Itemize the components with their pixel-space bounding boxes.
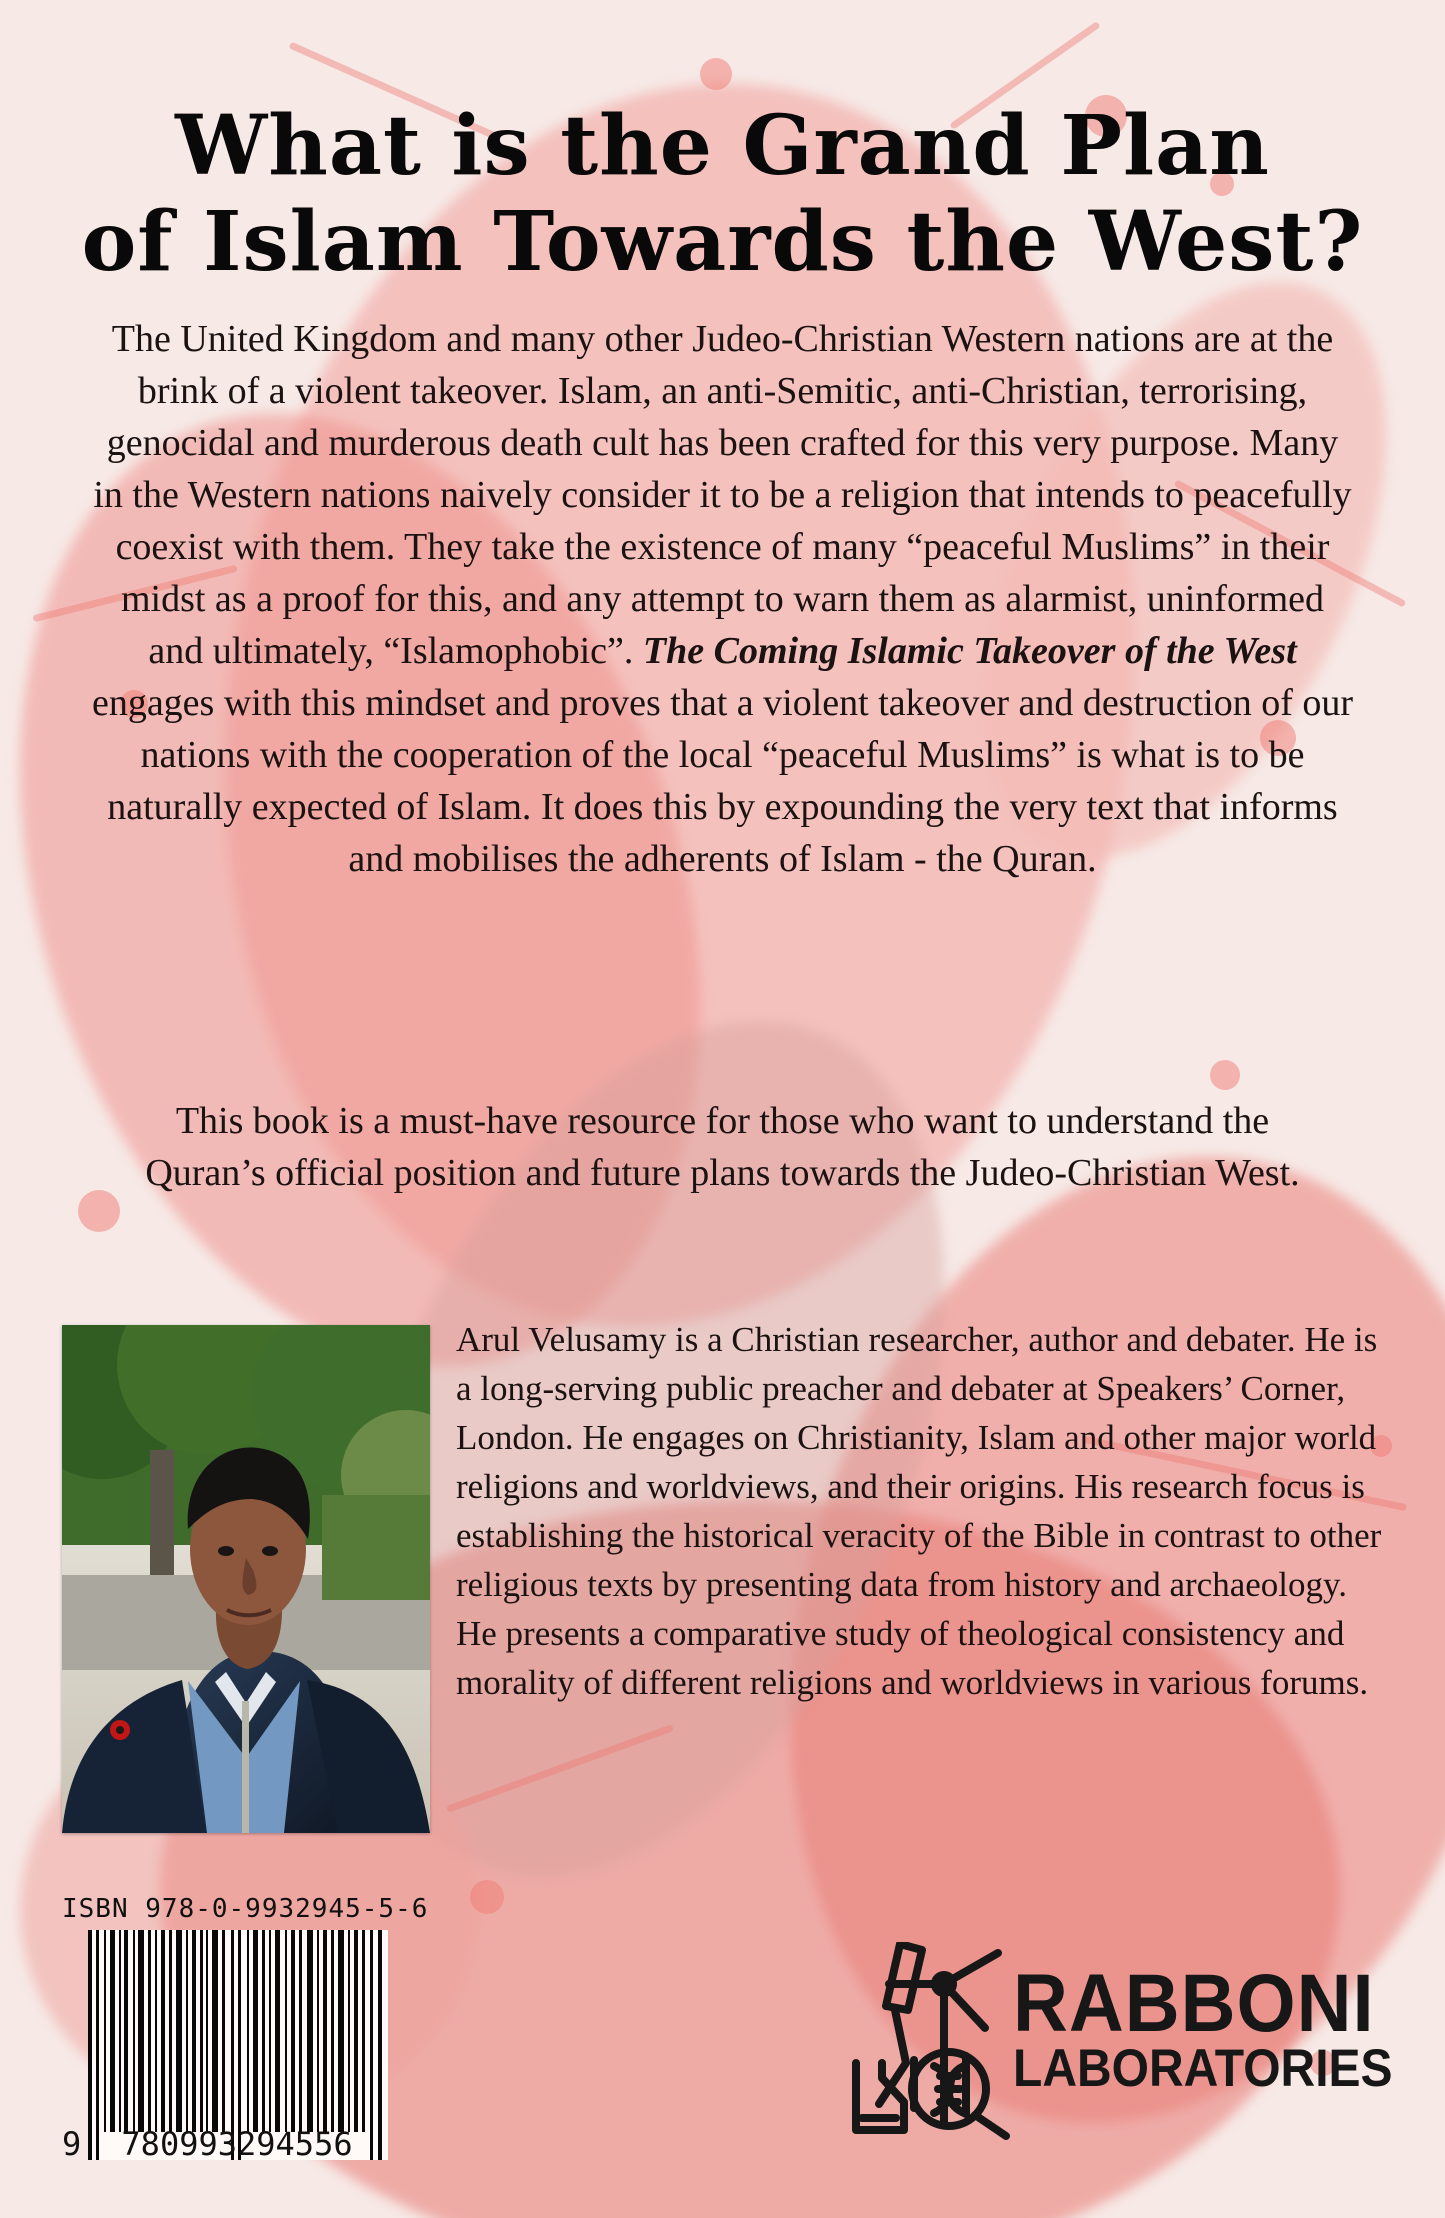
title-line-1: What is the Grand Plan — [175, 98, 1270, 194]
author-bio: Arul Velusamy is a Christian researcher, author and debater. He is a long-serving public preacher and debater at Speakers’ Corner, London. He engages on Christianity, Islam and other major world religions and worldviews, and their origins. His research focus is establishing the historical veracity of the Bible in contrast to other religious texts by presenting data from history and archaeology. He presents a comparative study of theological consistency and morality of different religions and worldviews in various forums. — [456, 1320, 1382, 1702]
isbn-label: ISBN 978-0-9932945-5-6 — [62, 1894, 429, 1924]
publisher-logo-graphic — [848, 1942, 1018, 2140]
author-photo — [62, 1325, 430, 1833]
barcode-first-digit: 9 — [62, 2125, 82, 2163]
cover-title — [60, 98, 1385, 290]
science-lab-logo-icon — [848, 1942, 1018, 2140]
description-text-part-2: engages with this mindset and proves that a violent takeover and destruction of our nations with the cooperation of the local “peaceful Muslims” is what is to be naturally expected of Islam. It does this by expounding the very text that informs and mobilises the adherents of Islam - the Quran. — [91, 682, 1354, 880]
publisher-name-line-1: RABBONI — [1013, 1957, 1375, 2050]
book-description — [90, 313, 1355, 885]
publisher-logo-block — [848, 1942, 1408, 2140]
title-line-2: of Islam Towards the West? — [81, 194, 1364, 290]
author-photo-illustration — [62, 1325, 430, 1833]
resource-statement: This book is a must-have resource for those who want to understand the Quran’s official position and future plans towards the Judeo-Christian West. — [145, 1100, 1300, 1194]
publisher-name — [1013, 1957, 1408, 2098]
book-title-reference: The Coming Islamic Takeover of the West — [642, 630, 1297, 672]
publisher-name-line-2: LABORATORIES — [1013, 2039, 1393, 2098]
description-text-part-1: The United Kingdom and many other Judeo-Christian Western nations are at the brink of a violent takeover. Islam, an anti-Semitic, anti-Christian, terrorising, genocidal and murderous death cult has been crafted for this very purpose. Many in the Western nations naively consider it to be a religion that intends to peacefully coexist with them. They take the existence of many “peaceful Muslims” in their midst as a proof for this, and any attempt to warn them as alarmist, uninformed and ultimately, “Islamophobic”. — [93, 318, 1352, 672]
barcode-digits: 780993294556 — [121, 2125, 353, 2163]
